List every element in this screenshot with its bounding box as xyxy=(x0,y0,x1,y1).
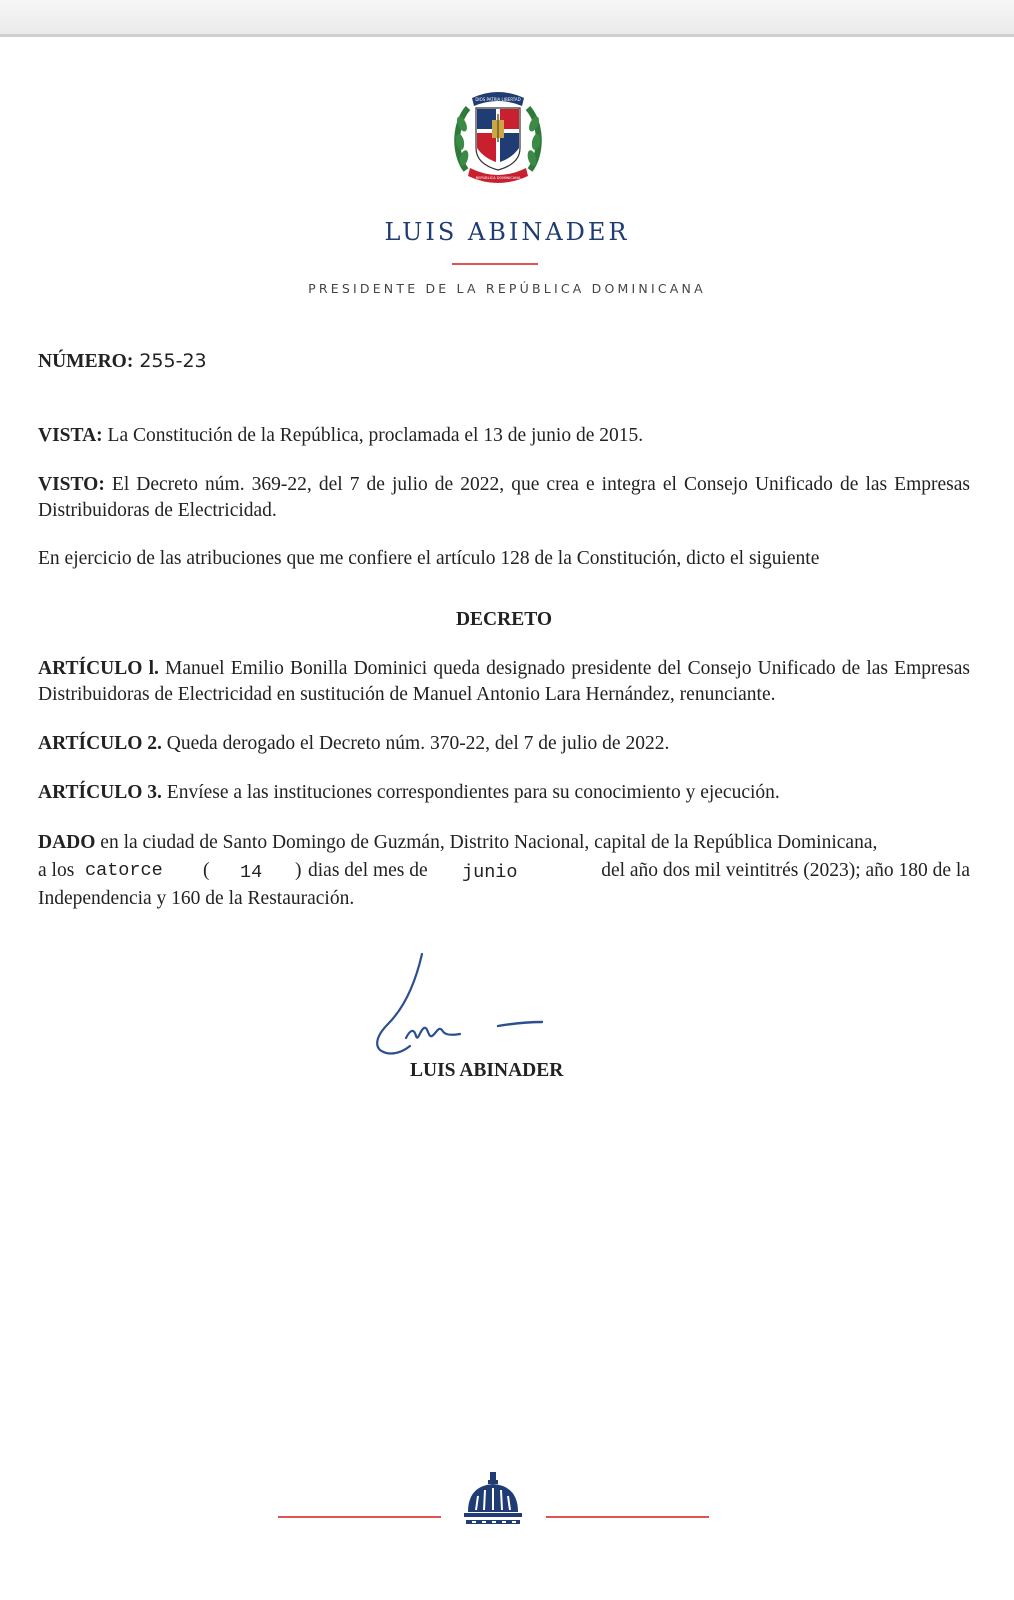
ejercicio-paragraph: En ejercicio de las atribuciones que me confiere el artículo 128 de la Constitución, dicto el siguiente xyxy=(38,548,820,569)
coat-of-arms-icon xyxy=(452,84,544,188)
header-name: LUIS ABINADER xyxy=(384,218,630,246)
numero-value: 255-23 xyxy=(139,350,207,372)
crest-top-banner: DIOS PATRIA LIBERTAD xyxy=(475,97,521,102)
visto-paragraph xyxy=(38,472,970,524)
dado-text-2: del año dos mil veintitrés (2023); año 180 de la xyxy=(601,860,970,881)
vista-label: VISTA: xyxy=(38,425,103,446)
articulo-2-text: Queda derogado el Decreto núm. 370-22, del 7 de julio de 2022. xyxy=(161,733,670,754)
vista-text: La Constitución de la República, proclamada el 13 de junio de 2015. xyxy=(102,425,644,446)
visto-label: VISTO: xyxy=(38,474,105,495)
dado-dias-del-mes: dias del mes de xyxy=(308,860,428,881)
visto-text: El Decreto núm. 369-22, del 7 de julio de 2022, que crea e integra el Consejo Unificado de las Empresas Distribuidoras de Electricidad. xyxy=(38,474,970,521)
articulo-2 xyxy=(38,731,970,757)
dado-label: DADO xyxy=(38,832,96,853)
articulo-3-text: Envíese a las instituciones correspondientes para su conocimiento y ejecución. xyxy=(161,782,780,803)
dado-dia-palabra: catorce xyxy=(85,860,163,881)
decreto-title: DECRETO xyxy=(455,609,553,630)
articulo-1-label: ARTÍCULO l. xyxy=(38,658,159,679)
numero-label: NÚMERO: xyxy=(38,351,134,372)
dado-paren-close: ) xyxy=(295,860,302,881)
palace-dome-icon xyxy=(462,1470,524,1528)
footer-rule-left xyxy=(278,1516,441,1518)
crest-bottom-banner: REPÚBLICA DOMINICANA xyxy=(475,176,521,180)
dado-dia-numero: 14 xyxy=(240,862,263,883)
dado-line-3: Independencia y 160 de la Restauración. xyxy=(38,888,355,909)
articulo-2-label: ARTÍCULO 2. xyxy=(38,733,162,754)
vista-paragraph xyxy=(38,423,970,449)
articulo-3-label: ARTÍCULO 3. xyxy=(38,782,162,803)
dado-a-los: a los xyxy=(38,860,75,881)
dado-text-1: en la ciudad de Santo Domingo de Guzmán, Distrito Nacional, capital de la República Dominicana, xyxy=(95,832,878,853)
dado-mes: junio xyxy=(462,862,518,883)
articulo-1 xyxy=(38,656,970,708)
dado-line-1 xyxy=(38,830,970,856)
dado-paren-open: ( xyxy=(203,860,210,881)
header-subtitle: PRESIDENTE DE LA REPÚBLICA DOMINICANA xyxy=(308,281,706,296)
articulo-1-text: Manuel Emilio Bonilla Dominici queda designado presidente del Consejo Unificado de las Empresas Distribuidoras de Electricidad en sustitución de Manuel Antonio Lara Hernández, renunciante. xyxy=(38,658,970,705)
footer-rule-right xyxy=(546,1516,709,1518)
header-divider xyxy=(452,263,538,265)
top-bar xyxy=(0,0,1014,37)
articulo-3 xyxy=(38,780,970,806)
signature-name: LUIS ABINADER xyxy=(410,1060,564,1081)
numero-line xyxy=(38,348,970,375)
signature-image xyxy=(370,950,550,1066)
